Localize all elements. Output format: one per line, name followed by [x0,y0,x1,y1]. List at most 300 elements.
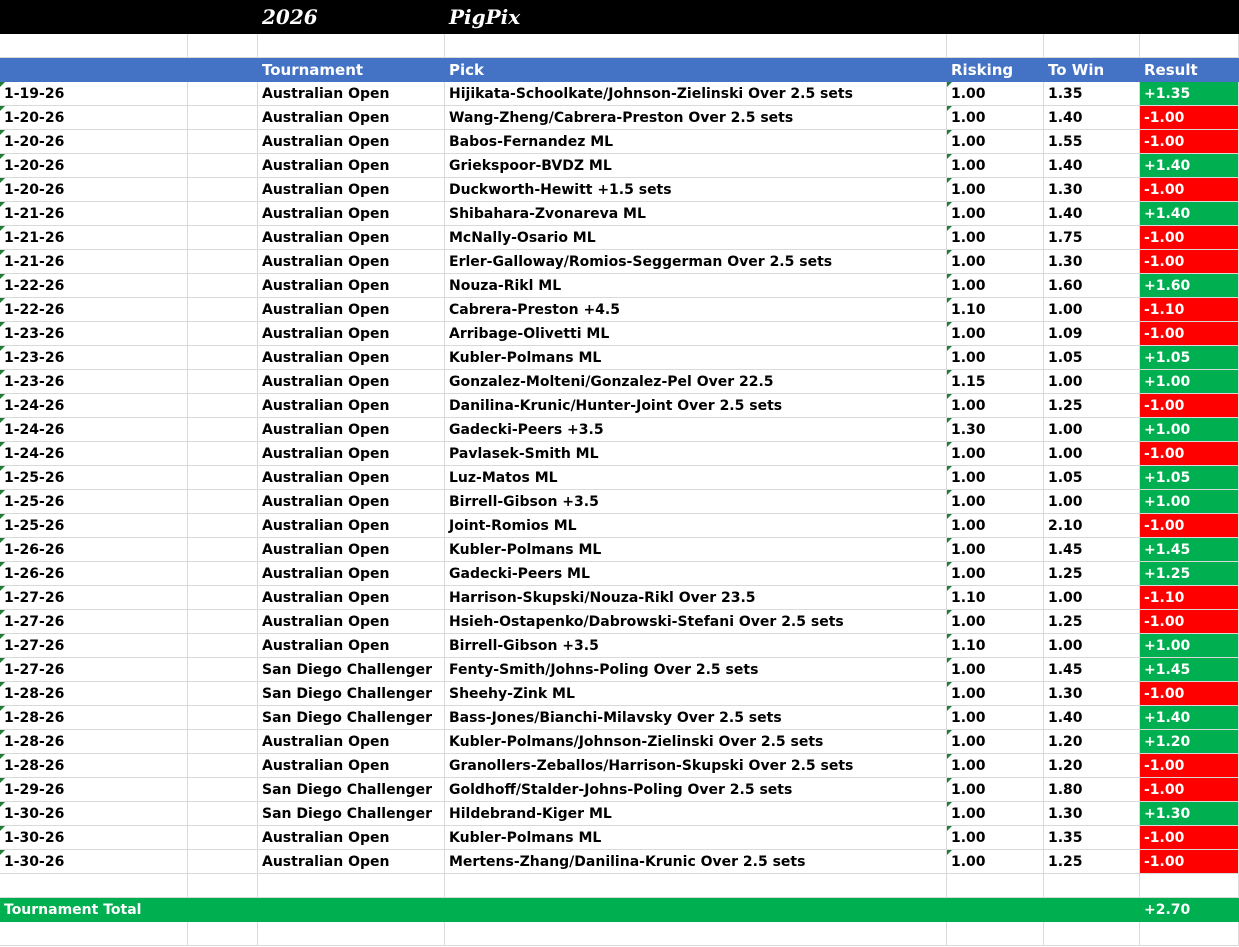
tournament-cell[interactable]: Australian Open [258,226,445,250]
pick-cell[interactable]: Cabrera-Preston +4.5 [445,298,947,322]
cell-indicator-icon [0,658,5,663]
pick-cell[interactable]: Kubler-Polmans ML [445,346,947,370]
empty-cell[interactable] [188,370,258,394]
result-cell[interactable]: -1.00 [1140,250,1239,274]
result-cell[interactable]: +1.60 [1140,274,1239,298]
empty-cell[interactable] [188,730,258,754]
empty-cell[interactable] [188,466,258,490]
empty-cell[interactable] [188,250,258,274]
result-cell[interactable]: +1.00 [1140,370,1239,394]
risking-cell[interactable]: 1.00 [947,82,1044,106]
tournament-cell[interactable]: San Diego Challenger [258,778,445,802]
result-cell[interactable]: -1.00 [1140,394,1239,418]
bet-row [0,802,1239,826]
risking-cell[interactable]: 1.10 [947,586,1044,610]
result-cell[interactable]: -1.00 [1140,682,1239,706]
date-cell[interactable]: 1-25-26 [0,514,188,538]
pick-cell[interactable]: Harrison-Skupski/Nouza-Rikl Over 23.5 [445,586,947,610]
tournament-cell[interactable]: Australian Open [258,298,445,322]
cell-indicator-icon [0,682,5,687]
empty-cell[interactable] [188,418,258,442]
risking-cell[interactable]: 1.00 [947,610,1044,634]
tournament-cell[interactable]: Australian Open [258,130,445,154]
date-cell[interactable]: 1-20-26 [0,154,188,178]
empty-cell[interactable] [188,802,258,826]
header-result[interactable]: Result [1144,61,1198,79]
pick-cell[interactable]: Hildebrand-Kiger ML [445,802,947,826]
result-cell[interactable]: -1.00 [1140,442,1239,466]
to-win-cell[interactable]: 1.00 [1044,298,1140,322]
result-cell[interactable]: +1.40 [1140,154,1239,178]
to-win-cell[interactable]: 1.45 [1044,658,1140,682]
risking-cell[interactable]: 1.00 [947,802,1044,826]
blank-row [0,34,1239,58]
result-cell[interactable]: -1.00 [1140,178,1239,202]
result-cell[interactable]: +1.00 [1140,418,1239,442]
empty-cell[interactable] [188,154,258,178]
to-win-cell[interactable]: 1.30 [1044,250,1140,274]
to-win-cell[interactable]: 1.20 [1044,730,1140,754]
tournament-cell[interactable]: Australian Open [258,250,445,274]
tournament-cell[interactable]: Australian Open [258,106,445,130]
cell-indicator-icon [947,322,952,327]
cell-indicator-icon [947,394,952,399]
to-win-cell[interactable]: 1.30 [1044,178,1140,202]
cell[interactable] [445,874,947,898]
empty-cell[interactable] [188,106,258,130]
pick-cell[interactable]: Duckworth-Hewitt +1.5 sets [445,178,947,202]
cell[interactable] [1140,922,1239,946]
empty-cell[interactable] [188,610,258,634]
date-cell[interactable]: 1-20-26 [0,130,188,154]
empty-cell[interactable] [188,394,258,418]
empty-cell[interactable] [188,538,258,562]
to-win-cell[interactable]: 1.00 [1044,490,1140,514]
bet-row [0,154,1239,178]
to-win-cell[interactable]: 1.25 [1044,610,1140,634]
pick-cell[interactable]: Mertens-Zhang/Danilina-Krunic Over 2.5 sets [445,850,947,874]
result-cell[interactable]: +1.45 [1140,538,1239,562]
tournament-cell[interactable]: Australian Open [258,538,445,562]
empty-cell[interactable] [188,754,258,778]
empty-cell[interactable] [188,706,258,730]
tournament-cell[interactable]: Australian Open [258,826,445,850]
pick-cell[interactable]: Kubler-Polmans/Johnson-Zielinski Over 2.5 sets [445,730,947,754]
cell-indicator-icon [0,106,5,111]
to-win-cell[interactable]: 1.55 [1044,130,1140,154]
pick-cell[interactable]: Goldhoff/Stalder-Johns-Poling Over 2.5 sets [445,778,947,802]
total-value[interactable]: +2.70 [1144,902,1191,918]
pick-cell[interactable]: Danilina-Krunic/Hunter-Joint Over 2.5 sets [445,394,947,418]
pick-cell[interactable]: Granollers-Zeballos/Harrison-Skupski Over 2.5 sets [445,754,947,778]
risking-cell[interactable]: 1.00 [947,538,1044,562]
to-win-cell[interactable]: 1.25 [1044,394,1140,418]
pick-cell[interactable]: Gadecki-Peers ML [445,562,947,586]
date-cell[interactable]: 1-28-26 [0,730,188,754]
to-win-cell[interactable]: 1.35 [1044,82,1140,106]
pick-cell[interactable]: Birrell-Gibson +3.5 [445,634,947,658]
cell-indicator-icon [947,250,952,255]
empty-cell[interactable] [188,778,258,802]
risking-cell[interactable]: 1.00 [947,826,1044,850]
result-cell[interactable]: +1.45 [1140,658,1239,682]
empty-cell[interactable] [188,226,258,250]
empty-cell[interactable] [188,298,258,322]
risking-cell[interactable]: 1.00 [947,754,1044,778]
cell[interactable] [258,34,445,58]
result-cell[interactable]: +1.30 [1140,802,1239,826]
empty-cell[interactable] [188,322,258,346]
empty-cell[interactable] [188,346,258,370]
empty-cell[interactable] [188,82,258,106]
date-cell[interactable]: 1-23-26 [0,370,188,394]
blank-row [0,922,1239,946]
cell-indicator-icon [0,370,5,375]
date-cell[interactable]: 1-24-26 [0,442,188,466]
pick-cell[interactable]: Kubler-Polmans ML [445,826,947,850]
date-cell[interactable]: 1-28-26 [0,706,188,730]
cell[interactable] [258,874,445,898]
result-cell[interactable]: +1.25 [1140,562,1239,586]
risking-cell[interactable]: 1.00 [947,274,1044,298]
cell-indicator-icon [0,178,5,183]
tournament-cell[interactable]: Australian Open [258,490,445,514]
risking-cell[interactable]: 1.00 [947,154,1044,178]
tournament-cell[interactable]: Australian Open [258,466,445,490]
date-cell[interactable]: 1-23-26 [0,322,188,346]
tournament-cell[interactable]: Australian Open [258,754,445,778]
date-cell[interactable]: 1-20-26 [0,106,188,130]
pick-cell[interactable]: Hijikata-Schoolkate/Johnson-Zielinski Over 2.5 sets [445,82,947,106]
date-cell[interactable]: 1-19-26 [0,82,188,106]
result-cell[interactable]: -1.00 [1140,850,1239,874]
date-cell[interactable]: 1-30-26 [0,826,188,850]
date-cell[interactable]: 1-27-26 [0,658,188,682]
bet-row [0,706,1239,730]
tournament-cell[interactable]: Australian Open [258,394,445,418]
empty-cell[interactable] [188,682,258,706]
empty-cell[interactable] [188,202,258,226]
pick-cell[interactable]: Hsieh-Ostapenko/Dabrowski-Stefani Over 2.5 sets [445,610,947,634]
bet-row [0,610,1239,634]
result-cell[interactable]: +1.00 [1140,490,1239,514]
cell-indicator-icon [0,778,5,783]
tournament-cell[interactable]: Australian Open [258,418,445,442]
bet-row [0,322,1239,346]
to-win-cell[interactable]: 1.25 [1044,850,1140,874]
cell[interactable] [0,34,188,58]
to-win-cell[interactable]: 1.80 [1044,778,1140,802]
cell[interactable] [1140,34,1239,58]
to-win-cell[interactable]: 1.75 [1044,226,1140,250]
pick-cell[interactable]: Gadecki-Peers +3.5 [445,418,947,442]
date-cell[interactable]: 1-20-26 [0,178,188,202]
date-cell[interactable]: 1-24-26 [0,418,188,442]
pick-cell[interactable]: Gonzalez-Molteni/Gonzalez-Pel Over 22.5 [445,370,947,394]
cell[interactable] [188,874,258,898]
risking-cell[interactable]: 1.00 [947,202,1044,226]
risking-cell[interactable]: 1.00 [947,394,1044,418]
empty-cell[interactable] [188,130,258,154]
cell[interactable] [1044,34,1140,58]
bet-row [0,514,1239,538]
pick-cell[interactable]: Shibahara-Zvonareva ML [445,202,947,226]
result-cell[interactable]: -1.10 [1140,298,1239,322]
year-title[interactable]: 2026 [262,5,318,29]
header-tournament[interactable]: Tournament [262,61,364,79]
risking-cell[interactable]: 1.00 [947,466,1044,490]
tournament-cell[interactable]: Australian Open [258,610,445,634]
to-win-cell[interactable]: 1.40 [1044,106,1140,130]
cell[interactable] [947,34,1044,58]
tournament-cell[interactable]: Australian Open [258,202,445,226]
date-cell[interactable]: 1-30-26 [0,850,188,874]
risking-cell[interactable]: 1.00 [947,490,1044,514]
to-win-cell[interactable]: 1.40 [1044,202,1140,226]
cell[interactable] [445,34,947,58]
date-cell[interactable]: 1-29-26 [0,778,188,802]
tournament-cell[interactable]: Australian Open [258,514,445,538]
cell[interactable] [1044,874,1140,898]
result-cell[interactable]: +1.40 [1140,202,1239,226]
cell-indicator-icon [0,634,5,639]
tournament-cell[interactable]: Australian Open [258,586,445,610]
risking-cell[interactable]: 1.15 [947,370,1044,394]
to-win-cell[interactable]: 1.35 [1044,826,1140,850]
result-cell[interactable]: -1.00 [1140,322,1239,346]
empty-cell[interactable] [188,634,258,658]
result-cell[interactable]: +1.05 [1140,346,1239,370]
risking-cell[interactable]: 1.00 [947,226,1044,250]
tournament-cell[interactable]: San Diego Challenger [258,802,445,826]
tournament-cell[interactable]: Australian Open [258,82,445,106]
cell-indicator-icon [947,178,952,183]
cell[interactable] [258,922,445,946]
date-cell[interactable]: 1-27-26 [0,610,188,634]
date-cell[interactable]: 1-24-26 [0,394,188,418]
date-cell[interactable]: 1-22-26 [0,274,188,298]
to-win-cell[interactable]: 1.30 [1044,802,1140,826]
result-cell[interactable]: +1.35 [1140,82,1239,106]
pick-cell[interactable]: Wang-Zheng/Cabrera-Preston Over 2.5 sets [445,106,947,130]
tournament-cell[interactable]: Australian Open [258,850,445,874]
empty-cell[interactable] [188,490,258,514]
cell-indicator-icon [0,154,5,159]
cell-indicator-icon [0,538,5,543]
cell-indicator-icon [947,130,952,135]
pick-cell[interactable]: Arribage-Olivetti ML [445,322,947,346]
date-cell[interactable]: 1-22-26 [0,298,188,322]
total-label[interactable]: Tournament Total [4,902,142,918]
tournament-cell[interactable]: Australian Open [258,274,445,298]
result-cell[interactable]: -1.00 [1140,130,1239,154]
bet-row [0,754,1239,778]
cell[interactable] [0,874,188,898]
to-win-cell[interactable]: 1.05 [1044,346,1140,370]
bet-row [0,178,1239,202]
date-cell[interactable]: 1-21-26 [0,250,188,274]
to-win-cell[interactable]: 1.25 [1044,562,1140,586]
risking-cell[interactable]: 1.00 [947,562,1044,586]
date-cell[interactable]: 1-27-26 [0,634,188,658]
risking-cell[interactable]: 1.00 [947,178,1044,202]
pick-cell[interactable]: McNally-Osario ML [445,226,947,250]
pick-cell[interactable]: Bass-Jones/Bianchi-Milavsky Over 2.5 sets [445,706,947,730]
cell[interactable] [188,922,258,946]
date-cell[interactable]: 1-21-26 [0,202,188,226]
tournament-cell[interactable]: Australian Open [258,322,445,346]
empty-cell[interactable] [188,442,258,466]
cell[interactable] [947,874,1044,898]
tournament-cell[interactable]: Australian Open [258,442,445,466]
to-win-cell[interactable]: 1.60 [1044,274,1140,298]
date-cell[interactable]: 1-25-26 [0,466,188,490]
date-cell[interactable]: 1-28-26 [0,754,188,778]
bet-row [0,202,1239,226]
empty-cell[interactable] [188,562,258,586]
header-risking[interactable]: Risking [951,61,1014,79]
to-win-cell[interactable]: 2.10 [1044,514,1140,538]
to-win-cell[interactable]: 1.00 [1044,370,1140,394]
cell-indicator-icon [0,226,5,231]
risking-cell[interactable]: 1.00 [947,130,1044,154]
risking-cell[interactable]: 1.00 [947,514,1044,538]
date-cell[interactable]: 1-21-26 [0,226,188,250]
empty-cell[interactable] [188,586,258,610]
to-win-cell[interactable]: 1.45 [1044,538,1140,562]
tournament-cell[interactable]: Australian Open [258,634,445,658]
empty-cell[interactable] [188,850,258,874]
cell-indicator-icon [947,802,952,807]
pick-cell[interactable]: Kubler-Polmans ML [445,538,947,562]
pick-cell[interactable]: Pavlasek-Smith ML [445,442,947,466]
to-win-cell[interactable]: 1.00 [1044,418,1140,442]
risking-cell[interactable]: 1.30 [947,418,1044,442]
risking-cell[interactable]: 1.00 [947,850,1044,874]
date-cell[interactable]: 1-28-26 [0,682,188,706]
cell[interactable] [0,922,188,946]
cell-indicator-icon [947,754,952,759]
tournament-cell[interactable]: Australian Open [258,154,445,178]
to-win-cell[interactable]: 1.40 [1044,706,1140,730]
date-cell[interactable]: 1-26-26 [0,562,188,586]
cell-indicator-icon [947,730,952,735]
sheet-title[interactable]: PigPix [449,5,521,29]
risking-cell[interactable]: 1.00 [947,442,1044,466]
tournament-cell[interactable]: Australian Open [258,370,445,394]
pick-cell[interactable]: Babos-Fernandez ML [445,130,947,154]
to-win-cell[interactable]: 1.00 [1044,442,1140,466]
result-cell[interactable]: +1.20 [1140,730,1239,754]
risking-cell[interactable]: 1.00 [947,322,1044,346]
cell[interactable] [947,922,1044,946]
cell-indicator-icon [0,586,5,591]
risking-cell[interactable]: 1.00 [947,346,1044,370]
empty-cell[interactable] [188,514,258,538]
tournament-cell[interactable]: Australian Open [258,562,445,586]
date-cell[interactable]: 1-23-26 [0,346,188,370]
cell-indicator-icon [0,514,5,519]
tournament-cell[interactable]: San Diego Challenger [258,682,445,706]
pick-cell[interactable]: Erler-Galloway/Romios-Seggerman Over 2.5 sets [445,250,947,274]
risking-cell[interactable]: 1.00 [947,682,1044,706]
pick-cell[interactable]: Luz-Matos ML [445,466,947,490]
to-win-cell[interactable]: 1.00 [1044,634,1140,658]
tournament-cell[interactable]: Australian Open [258,730,445,754]
bet-row [0,418,1239,442]
result-cell[interactable]: +1.05 [1140,466,1239,490]
date-cell[interactable]: 1-25-26 [0,490,188,514]
result-cell[interactable]: -1.00 [1140,106,1239,130]
cell-indicator-icon [0,274,5,279]
cell[interactable] [1044,922,1140,946]
pick-cell[interactable]: Fenty-Smith/Johns-Poling Over 2.5 sets [445,658,947,682]
pick-cell[interactable]: Griekspoor-BVDZ ML [445,154,947,178]
risking-cell[interactable]: 1.10 [947,634,1044,658]
result-cell[interactable]: -1.00 [1140,754,1239,778]
result-cell[interactable]: -1.00 [1140,226,1239,250]
empty-cell[interactable] [188,274,258,298]
empty-cell[interactable] [188,658,258,682]
date-cell[interactable]: 1-27-26 [0,586,188,610]
result-cell[interactable]: +1.40 [1140,706,1239,730]
tournament-cell[interactable]: San Diego Challenger [258,706,445,730]
risking-cell[interactable]: 1.00 [947,730,1044,754]
tournament-cell[interactable]: Australian Open [258,346,445,370]
cell[interactable] [188,34,258,58]
bet-row [0,298,1239,322]
empty-cell[interactable] [188,178,258,202]
result-cell[interactable]: -1.00 [1140,514,1239,538]
pick-cell[interactable]: Joint-Romios ML [445,514,947,538]
to-win-cell[interactable]: 1.20 [1044,754,1140,778]
to-win-cell[interactable]: 1.40 [1044,154,1140,178]
pick-cell[interactable]: Sheehy-Zink ML [445,682,947,706]
bet-row [0,682,1239,706]
cell[interactable] [1140,874,1239,898]
result-cell[interactable]: +1.00 [1140,634,1239,658]
pick-cell[interactable]: Nouza-Rikl ML [445,274,947,298]
header-pick[interactable]: Pick [449,61,485,79]
risking-cell[interactable]: 1.00 [947,658,1044,682]
tournament-cell[interactable]: San Diego Challenger [258,658,445,682]
risking-cell[interactable]: 1.00 [947,250,1044,274]
to-win-cell[interactable]: 1.00 [1044,586,1140,610]
bet-row [0,850,1239,874]
risking-cell[interactable]: 1.10 [947,298,1044,322]
risking-cell[interactable]: 1.00 [947,706,1044,730]
result-cell[interactable]: -1.00 [1140,826,1239,850]
risking-cell[interactable]: 1.00 [947,106,1044,130]
result-cell[interactable]: -1.10 [1140,586,1239,610]
tournament-cell[interactable]: Australian Open [258,178,445,202]
header-to-win[interactable]: To Win [1048,61,1105,79]
risking-cell[interactable]: 1.00 [947,778,1044,802]
date-cell[interactable]: 1-30-26 [0,802,188,826]
cell-indicator-icon [0,730,5,735]
to-win-cell[interactable]: 1.09 [1044,322,1140,346]
to-win-cell[interactable]: 1.30 [1044,682,1140,706]
result-cell[interactable]: -1.00 [1140,778,1239,802]
header-row [0,58,1239,82]
cell[interactable] [445,922,947,946]
to-win-cell[interactable]: 1.05 [1044,466,1140,490]
empty-cell[interactable] [188,826,258,850]
pick-cell[interactable]: Birrell-Gibson +3.5 [445,490,947,514]
result-cell[interactable]: -1.00 [1140,610,1239,634]
date-cell[interactable]: 1-26-26 [0,538,188,562]
cell-indicator-icon [947,706,952,711]
